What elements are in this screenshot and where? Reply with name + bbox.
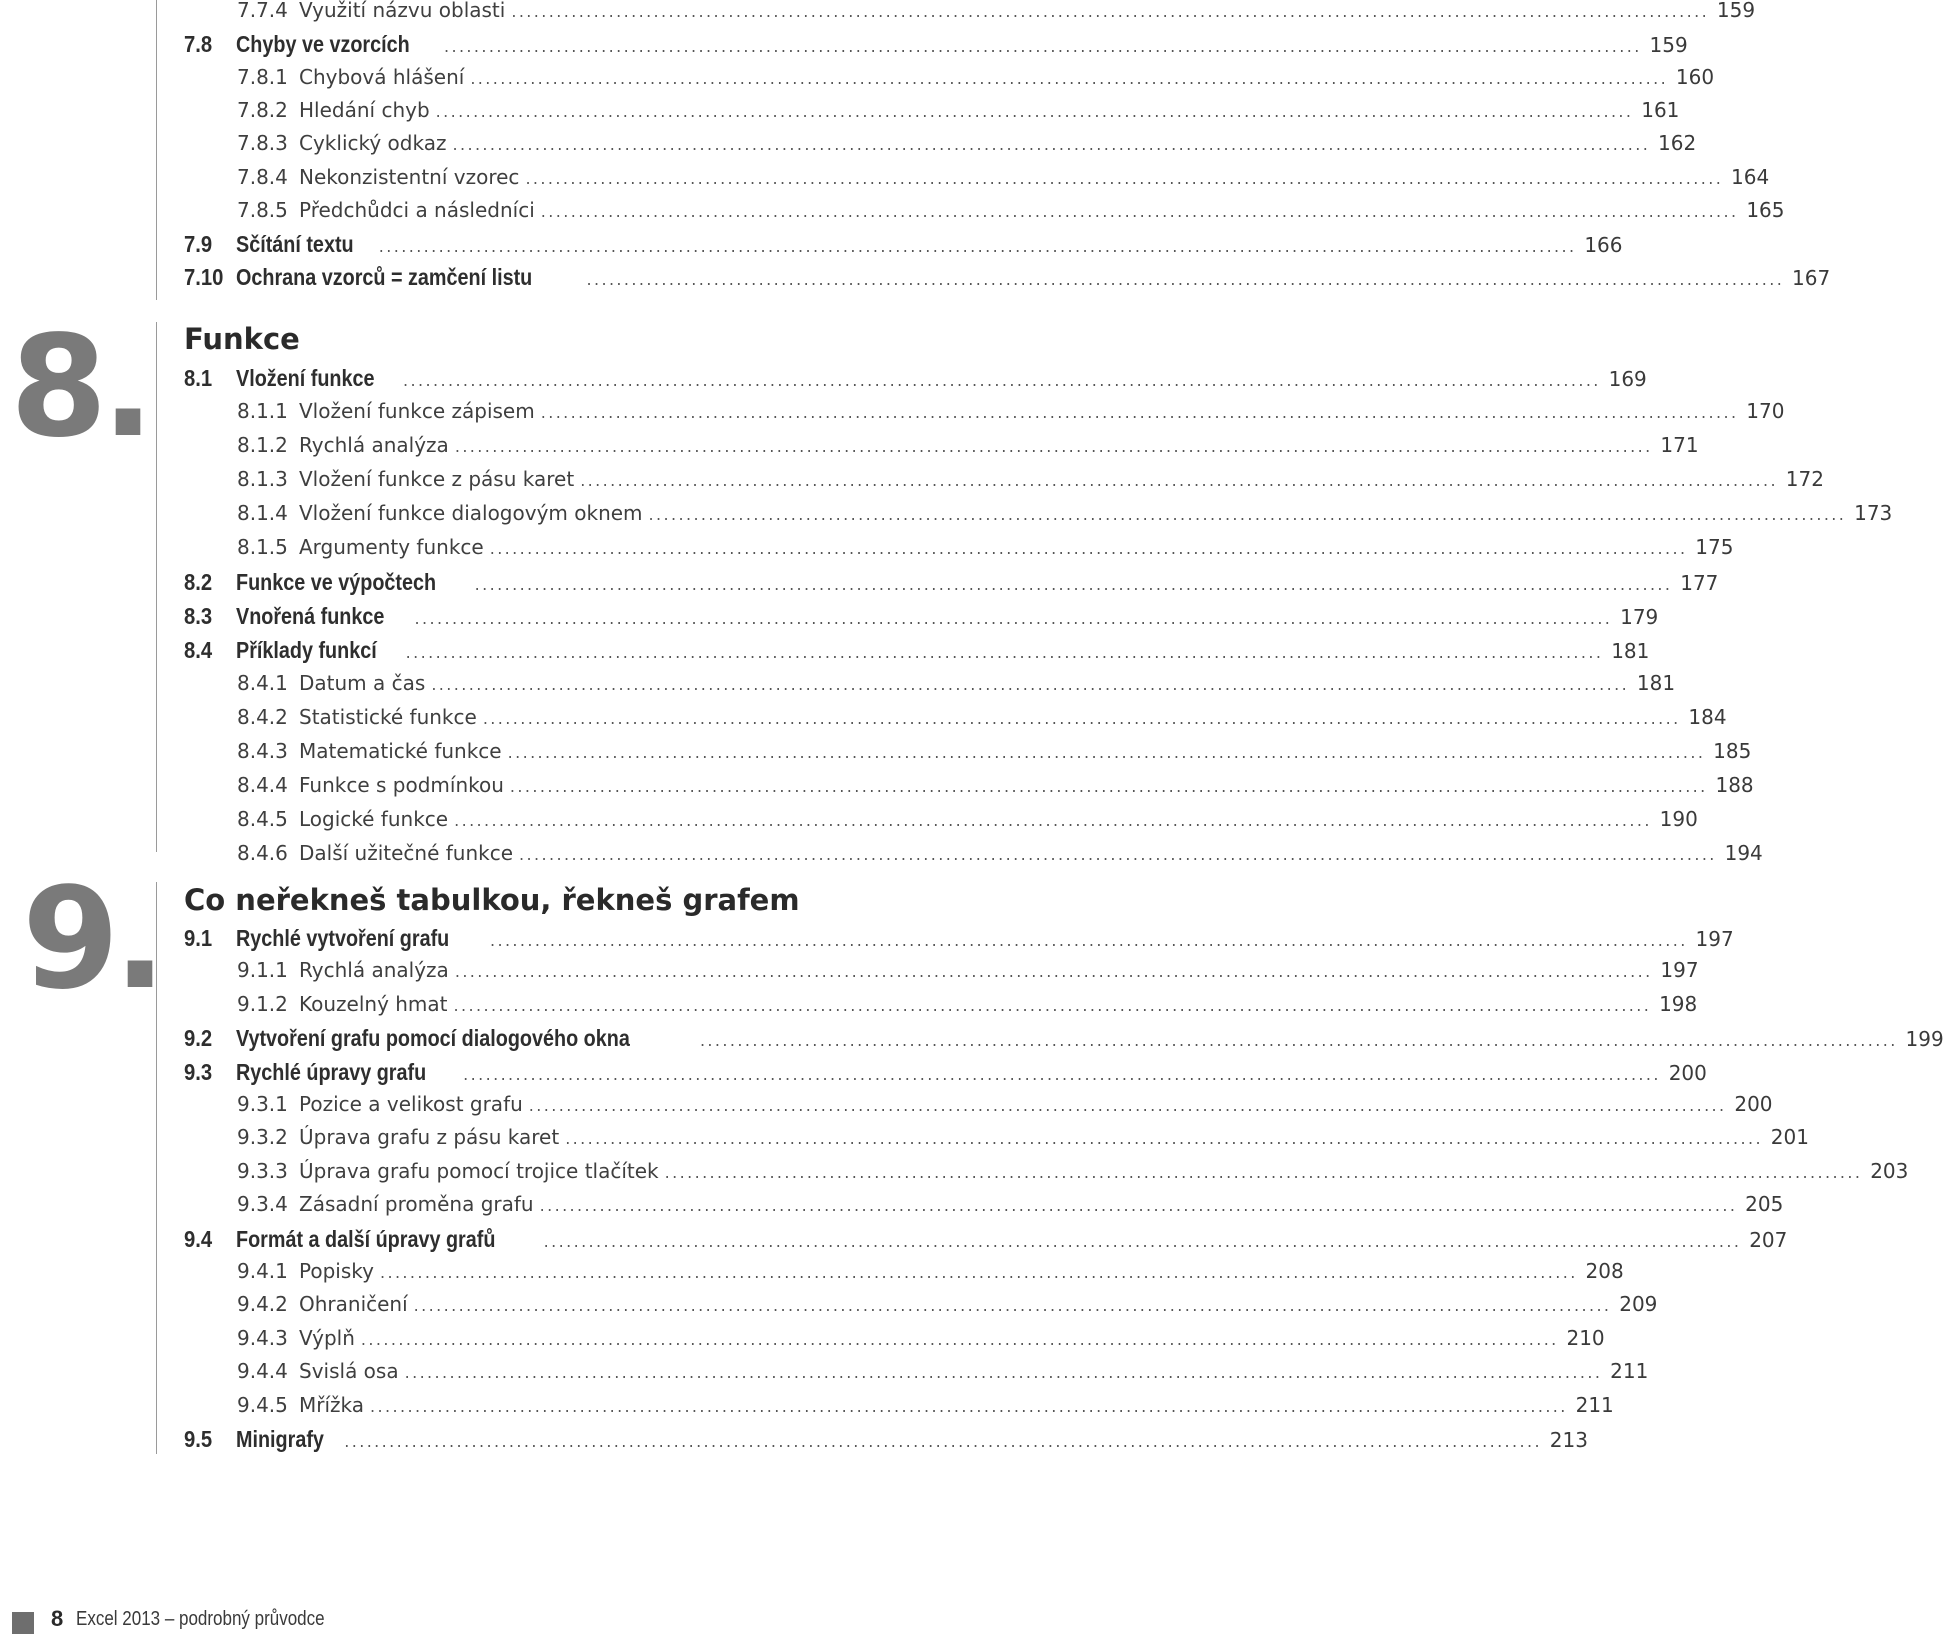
toc-leader-dots: ................................................................................................................................................................ [507, 743, 1706, 762]
toc-entry-page: 208 [1585, 1259, 1624, 1283]
toc-entry[interactable] [184, 991, 1698, 1024]
footer-page-number: 8 [51, 1606, 64, 1631]
toc-leader-dots: ................................................................................................................................................................ [489, 931, 1688, 950]
toc-entry-number: 9.4.2 [237, 1292, 288, 1317]
toc-entry-page: 197 [1695, 927, 1734, 951]
toc-entry[interactable] [184, 64, 1715, 97]
toc-entry[interactable] [184, 1025, 1944, 1057]
toc-leader-dots: ................................................................................................................................................................ [463, 1064, 1661, 1084]
toc-leader-dots: ................................................................................................................................................................ [699, 1031, 1898, 1051]
toc-leader-dots: ................................................................................................................................................................ [431, 675, 1630, 694]
toc-entry-page: 159 [1716, 0, 1756, 22]
toc-leader-dots: ................................................................................................................................................................ [378, 237, 1577, 257]
toc-entry[interactable] [184, 603, 1659, 635]
toc-entry[interactable] [184, 399, 1785, 431]
toc-entry-number: 7.7.4 [237, 0, 288, 22]
toc-entry-number: 8.1.4 [237, 501, 288, 525]
toc-leader-dots: ................................................................................................................................................................ [540, 201, 1739, 221]
toc-entry-title: Kouzelný hmat [299, 991, 448, 1016]
toc-entry[interactable] [184, 1426, 1588, 1458]
toc-entry-title: Logické funkce [299, 807, 449, 831]
toc-entry-title: Další užitečné funkce [299, 841, 514, 865]
toc-entry-page: 200 [1668, 1060, 1707, 1085]
toc-entry-title: Mřížka [299, 1392, 365, 1417]
toc-entry-number: 8.1.5 [237, 535, 288, 559]
toc-leader-dots: ................................................................................................................................................................ [540, 403, 1739, 422]
toc-entry[interactable] [184, 1259, 1624, 1291]
toc-entry-title: Vnořená funkce [236, 603, 385, 629]
toc-entry-number: 8.1.1 [237, 399, 288, 423]
toc-entry-page: 197 [1660, 958, 1699, 983]
toc-entry-page: 181 [1611, 639, 1650, 663]
toc-entry-number: 8.4.2 [237, 705, 288, 729]
toc-leader-dots: ................................................................................................................................................................ [370, 1396, 1568, 1416]
toc-entry-title: Matematické funkce [299, 739, 502, 763]
toc-entry-number: 9.1.1 [237, 958, 288, 983]
chapter-9-title: Co neřekneš tabulkou, řekneš grafem [184, 883, 800, 917]
toc-entry-number: 9.4.3 [237, 1325, 288, 1350]
chapter-9-number: 9. [22, 858, 161, 1021]
toc-entry-title: Chybová hlášení [299, 64, 465, 89]
toc-leader-dots: ................................................................................................................................................................ [586, 270, 1785, 290]
toc-entry-page: 170 [1746, 399, 1785, 423]
toc-entry-title: Vložení funkce zápisem [299, 399, 535, 423]
toc-entry-page: 166 [1584, 233, 1623, 258]
footer-marker [12, 1612, 34, 1634]
toc-entry[interactable] [184, 131, 1697, 163]
toc-entry-page: 161 [1641, 97, 1680, 122]
toc-entry-number: 7.8.5 [237, 197, 288, 222]
toc-entry-number: 9.5 [184, 1426, 213, 1452]
toc-leader-dots: ................................................................................................................................................................ [454, 437, 1653, 456]
toc-entry[interactable] [184, 467, 1824, 499]
toc-entry[interactable] [184, 773, 1754, 805]
toc-entry[interactable] [184, 365, 1647, 397]
toc-entry-page: 159 [1649, 33, 1688, 58]
toc-entry-page: 213 [1549, 1428, 1588, 1452]
toc-entry-number: 9.3 [184, 1058, 213, 1085]
toc-entry[interactable] [184, 1225, 1788, 1258]
toc-entry-page: 210 [1566, 1325, 1605, 1350]
toc-leader-dots: ................................................................................................................................................................ [528, 1096, 1727, 1115]
toc-entry-number: 8.4 [184, 637, 213, 663]
toc-entry[interactable] [184, 231, 1623, 263]
toc-leader-dots: ................................................................................................................................................................ [525, 168, 1724, 188]
toc-leader-dots: ................................................................................................................................................................ [435, 101, 1634, 121]
toc-entry-title: Rychlá analýza [299, 433, 449, 457]
chapter-8-number: 8. [10, 306, 149, 469]
toc-entry-title: Vložení funkce [236, 365, 375, 391]
toc-entry-title: Zásadní proměna grafu [299, 1192, 534, 1217]
toc-entry[interactable] [184, 1058, 1707, 1091]
toc-entry[interactable] [184, 31, 1688, 63]
toc-entry[interactable] [184, 0, 1756, 30]
toc-entry-number: 8.1.3 [237, 467, 288, 491]
toc-entry-page: 169 [1608, 367, 1647, 391]
toc-entry-number: 9.3.2 [237, 1125, 288, 1150]
toc-leader-dots: ................................................................................................................................................................ [489, 539, 1688, 558]
toc-entry-number: 7.8.1 [237, 64, 288, 89]
toc-entry-title: Výplň [299, 1325, 355, 1350]
toc-leader-dots: ................................................................................................................................................................ [509, 777, 1708, 796]
toc-entry-page: 181 [1636, 671, 1676, 695]
toc-entry-title: Ohraničení [299, 1292, 408, 1317]
toc-entry[interactable] [184, 807, 1698, 839]
toc-leader-dots: ................................................................................................................................................................ [405, 643, 1604, 662]
toc-entry-number: 9.4.5 [237, 1392, 288, 1417]
toc-entry-title: Datum a čas [299, 671, 426, 695]
toc-entry[interactable] [184, 501, 1893, 533]
toc-entry-page: 211 [1610, 1359, 1649, 1384]
toc-entry[interactable] [184, 1392, 1614, 1425]
toc-entry[interactable] [184, 569, 1719, 601]
toc-entry-number: 9.2 [184, 1025, 213, 1052]
toc-entry-title: Chyby ve vzorcích [236, 31, 410, 58]
toc-entry-title: Funkce s podmínkou [299, 773, 504, 797]
toc-entry-title: Svislá osa [299, 1359, 399, 1384]
toc-entry-number: 8.4.5 [237, 807, 288, 831]
toc-entry-page: 165 [1746, 197, 1785, 222]
toc-entry-page: 200 [1734, 1092, 1773, 1116]
toc-entry-number: 9.1.2 [237, 991, 288, 1016]
toc-entry-page: 194 [1724, 841, 1763, 865]
toc-entry-number: 9.4 [184, 1225, 213, 1252]
toc-leader-dots: ................................................................................................................................................................ [379, 1263, 1578, 1282]
toc-entry-title: Nekonzistentní vzorec [299, 164, 520, 189]
toc-entry[interactable] [184, 958, 1699, 990]
toc-entry-title: Vytvoření grafu pomocí dialogového okna [236, 1025, 630, 1052]
toc-entry-number: 8.4.6 [237, 841, 288, 865]
toc-entry-page: 179 [1620, 605, 1659, 629]
toc-entry-page: 167 [1792, 266, 1831, 291]
toc-entry[interactable] [184, 264, 1831, 296]
toc-entry-title: Úprava grafu pomocí trojice tlačítek [299, 1158, 659, 1183]
toc-entry-page: 203 [1870, 1158, 1909, 1183]
toc-entry-number: 8.4.4 [237, 773, 288, 797]
toc-entry[interactable] [184, 164, 1770, 197]
toc-entry-title: Rychlá analýza [299, 958, 449, 983]
toc-entry-page: 175 [1695, 535, 1734, 559]
toc-leader-dots: ................................................................................................................................................................ [413, 1296, 1612, 1316]
toc-entry-number: 9.4.4 [237, 1359, 288, 1384]
toc-entry-number: 9.3.1 [237, 1092, 288, 1116]
vertical-rule-top [156, 0, 157, 300]
toc-entry-page: 171 [1660, 433, 1699, 457]
toc-leader-dots: ................................................................................................................................................................ [414, 609, 1613, 628]
toc-entry-title: Využití názvu oblasti [299, 0, 506, 22]
toc-leader-dots: ................................................................................................................................................................ [452, 135, 1651, 155]
toc-entry-page: 185 [1713, 739, 1752, 763]
toc-entry[interactable] [184, 1292, 1658, 1324]
toc-entry-page: 201 [1770, 1125, 1809, 1150]
toc-leader-dots: ................................................................................................................................................................ [474, 575, 1673, 594]
toc-entry[interactable] [184, 1192, 1784, 1224]
toc-entry[interactable] [184, 925, 1734, 957]
toc-entry-page: 188 [1715, 773, 1754, 797]
toc-entry-page: 209 [1619, 1292, 1658, 1317]
toc-leader-dots: ................................................................................................................................................................ [511, 2, 1710, 21]
toc-entry[interactable] [184, 1359, 1649, 1391]
toc-entry-title: Formát a další úpravy grafů [236, 1225, 496, 1252]
toc-entry[interactable] [184, 705, 1727, 737]
toc-entry[interactable] [184, 197, 1785, 230]
toc-leader-dots: ................................................................................................................................................................ [565, 1129, 1763, 1149]
toc-leader-dots: ................................................................................................................................................................ [443, 37, 1642, 57]
toc-entry-page: 211 [1575, 1392, 1614, 1417]
toc-entry-title: Funkce ve výpočtech [236, 569, 437, 595]
toc-entry-title: Úprava grafu z pásu karet [299, 1125, 560, 1150]
vertical-rule-chapter8 [156, 322, 157, 852]
toc-leader-dots: ................................................................................................................................................................ [453, 995, 1652, 1015]
toc-entry-title: Vložení funkce z pásu karet [299, 467, 575, 491]
toc-entry-title: Popisky [299, 1259, 374, 1283]
toc-entry[interactable] [184, 671, 1676, 703]
toc-entry-title: Rychlé vytvoření grafu [236, 925, 450, 951]
toc-leader-dots: ................................................................................................................................................................ [403, 371, 1601, 390]
toc-entry-page: 172 [1785, 467, 1824, 491]
toc-leader-dots: ................................................................................................................................................................ [454, 962, 1653, 982]
toc-entry-number: 8.2 [184, 569, 213, 595]
toc-entry[interactable] [184, 1325, 1605, 1358]
toc-leader-dots: ................................................................................................................................................................ [470, 68, 1669, 88]
toc-leader-dots: ................................................................................................................................................................ [360, 1329, 1559, 1349]
toc-leader-dots: ................................................................................................................................................................ [404, 1363, 1603, 1383]
toc-leader-dots: ................................................................................................................................................................ [344, 1432, 1542, 1451]
toc-entry-title: Statistické funkce [299, 705, 477, 729]
toc-entry-number: 7.8.2 [237, 97, 288, 122]
toc-entry-title: Sčítání textu [236, 231, 354, 258]
toc-entry-page: 207 [1749, 1227, 1788, 1252]
toc-entry[interactable] [184, 1158, 1909, 1191]
toc-entry-page: 198 [1659, 991, 1698, 1016]
toc-entry-title: Pozice a velikost grafu [299, 1092, 523, 1116]
toc-entry-number: 8.4.1 [237, 671, 288, 695]
toc-entry-page: 164 [1731, 164, 1770, 189]
toc-entry-number: 9.3.3 [237, 1158, 288, 1183]
toc-leader-dots: ................................................................................................................................................................ [580, 471, 1778, 490]
toc-entry-number: 7.8 [184, 31, 213, 58]
toc-entry[interactable] [184, 97, 1680, 130]
toc-entry-title: Cyklický odkaz [299, 131, 447, 156]
toc-entry-number: 7.8.4 [237, 164, 288, 189]
toc-entry-page: 173 [1854, 501, 1893, 525]
toc-entry[interactable] [184, 1125, 1809, 1157]
toc-leader-dots: ................................................................................................................................................................ [664, 1162, 1863, 1182]
toc-entry-page: 162 [1658, 131, 1697, 156]
toc-leader-dots: ................................................................................................................................................................ [519, 845, 1717, 864]
toc-entry-page: 190 [1659, 807, 1698, 831]
toc-entry-number: 9.3.4 [237, 1192, 288, 1217]
toc-leader-dots: ................................................................................................................................................................ [648, 505, 1847, 524]
footer-book-title: Excel 2013 – podrobný průvodce [76, 1608, 325, 1630]
toc-entry-page: 184 [1688, 705, 1727, 729]
toc-entry-title: Předchůdci a následníci [299, 197, 535, 222]
toc-leader-dots: ................................................................................................................................................................ [454, 811, 1652, 830]
toc-entry-title: Argumenty funkce [299, 535, 484, 559]
toc-leader-dots: ................................................................................................................................................................ [539, 1196, 1738, 1216]
toc-entry-title: Příklady funkcí [236, 637, 377, 663]
toc-entry-page: 205 [1745, 1192, 1784, 1217]
toc-entry[interactable] [184, 739, 1752, 771]
toc-entry[interactable] [184, 535, 1734, 567]
toc-entry-number: 8.1 [184, 365, 213, 391]
toc-entry[interactable] [184, 637, 1650, 669]
toc-entry-title: Minigrafy [236, 1426, 324, 1452]
toc-entry-number: 8.4.3 [237, 739, 288, 763]
toc-entry-number: 8.1.2 [237, 433, 288, 457]
toc-entry[interactable] [184, 433, 1699, 465]
toc-entry-number: 9.1 [184, 925, 213, 951]
toc-entry[interactable] [184, 1092, 1773, 1124]
toc-entry-title: Rychlé úpravy grafu [236, 1058, 427, 1085]
toc-entry-page: 160 [1675, 64, 1715, 89]
toc-entry[interactable] [184, 841, 1763, 873]
toc-entry-title: Ochrana vzorců = zamčení listu [236, 264, 533, 291]
toc-entry-number: 7.10 [184, 264, 224, 291]
toc-entry-number: 7.8.3 [237, 131, 288, 156]
toc-entry-number: 9.4.1 [237, 1259, 288, 1283]
toc-entry-title: Vložení funkce dialogovým oknem [299, 501, 643, 525]
toc-entry-page: 177 [1680, 571, 1719, 595]
toc-entry-number: 7.9 [184, 231, 213, 258]
chapter-8-title: Funkce [184, 322, 300, 356]
toc-leader-dots: ................................................................................................................................................................ [543, 1231, 1742, 1251]
toc-leader-dots: ................................................................................................................................................................ [482, 709, 1681, 728]
toc-entry-page: 199 [1905, 1027, 1944, 1052]
toc-entry-number: 8.3 [184, 603, 213, 629]
toc-entry-title: Hledání chyb [299, 97, 430, 122]
